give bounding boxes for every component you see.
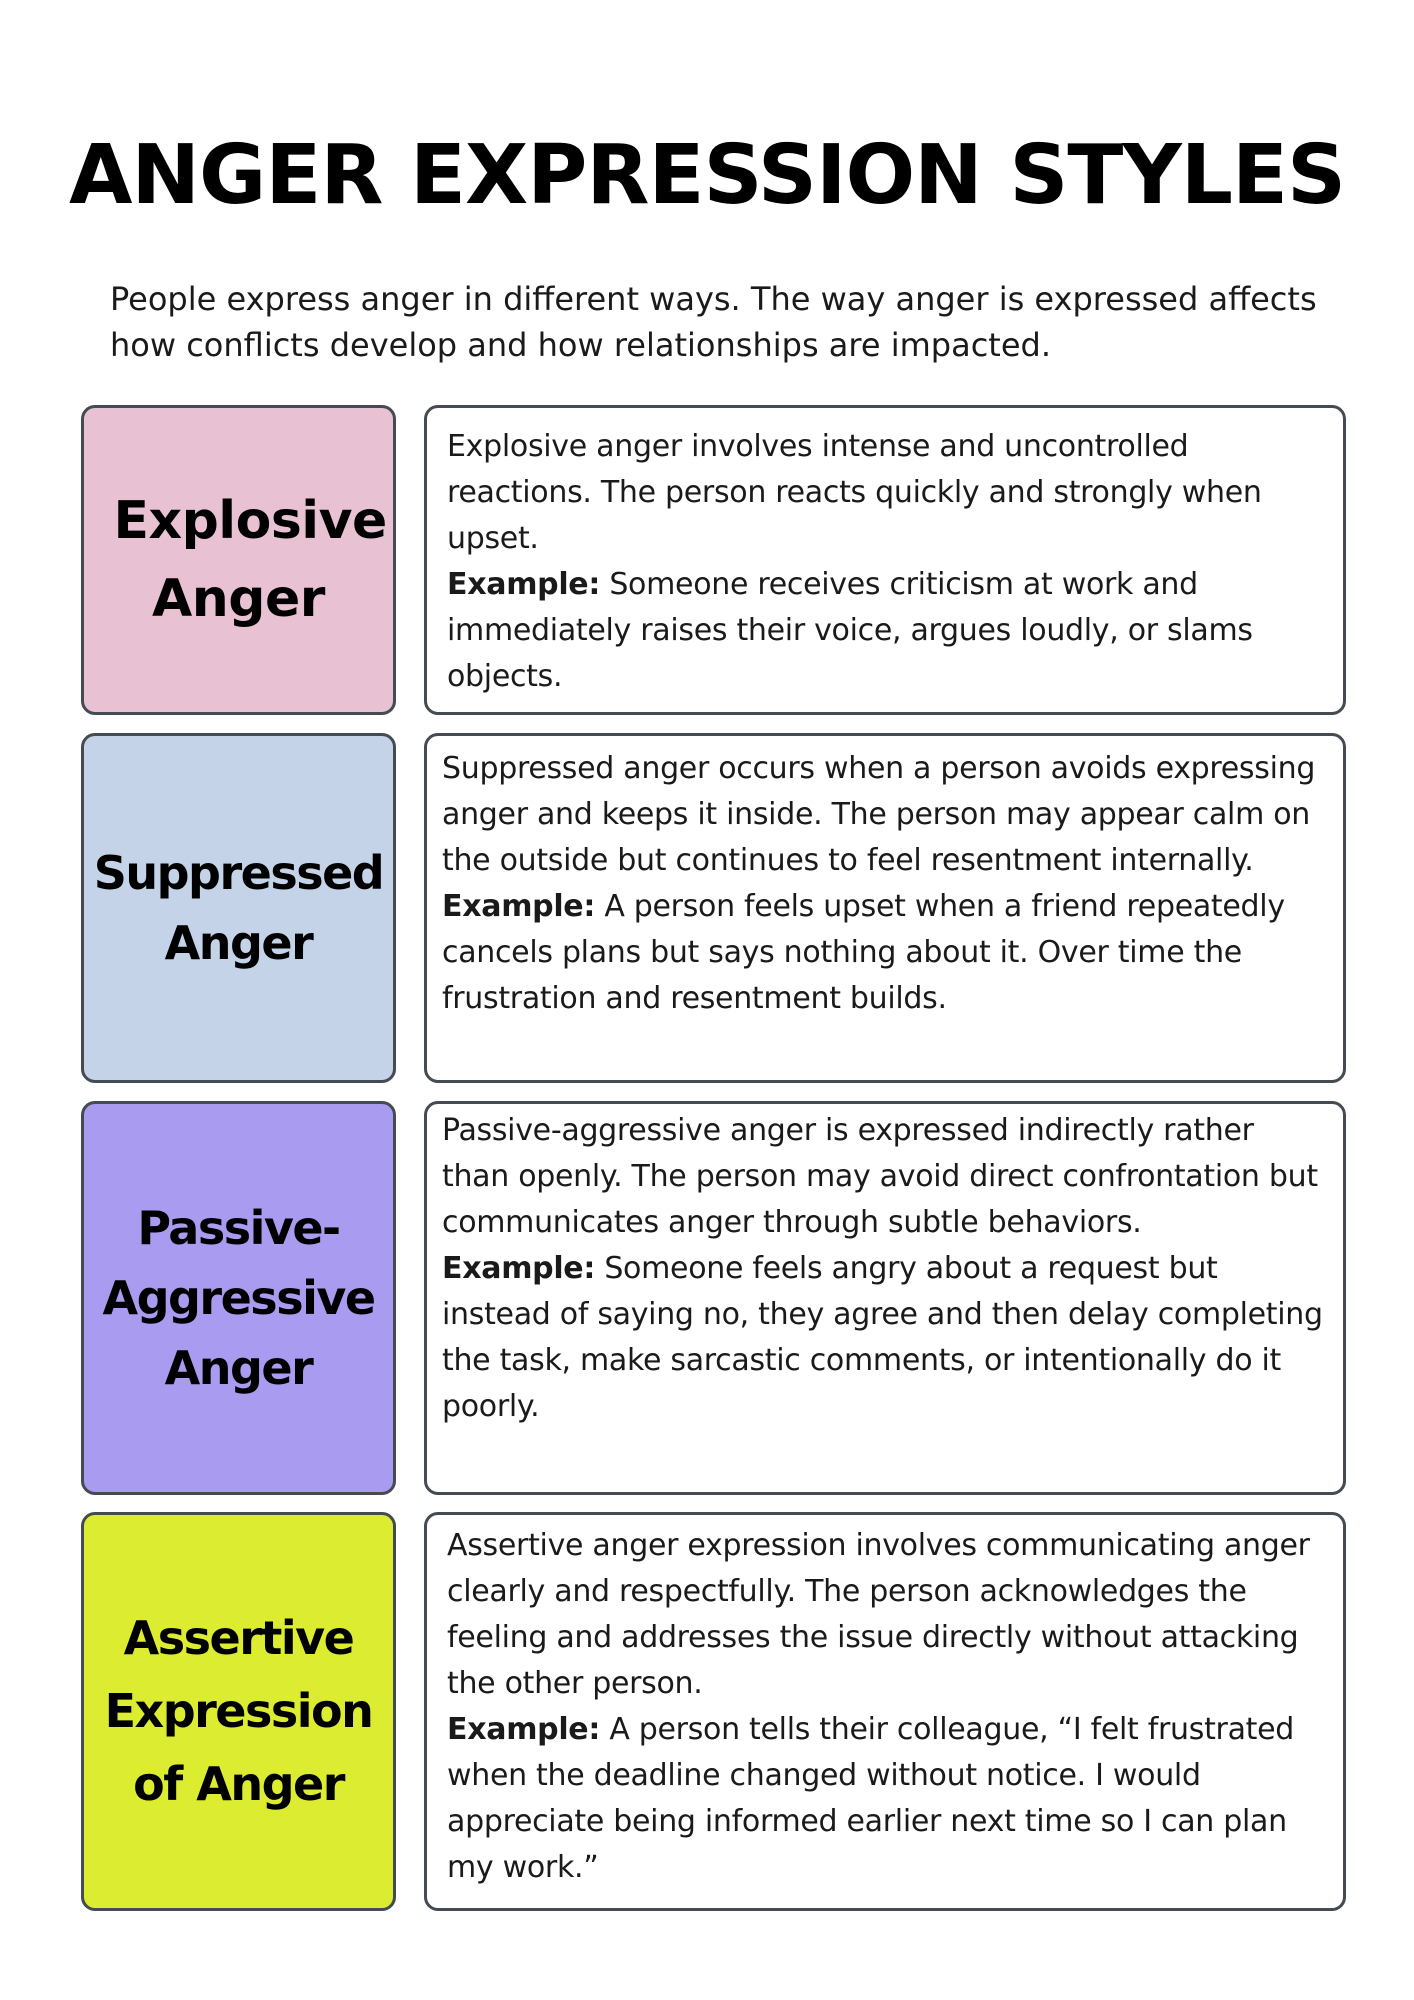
example-label: Example: (442, 1251, 596, 1286)
passive-aggressive-anger-example (442, 1246, 1329, 1430)
example-label: Example: (442, 889, 596, 924)
assertive-anger-description-box (424, 1512, 1346, 1911)
suppressed-anger-description-box (424, 733, 1346, 1083)
assertive-anger-example (447, 1707, 1335, 1891)
passive-aggressive-anger-label: Passive-Aggressive Anger (102, 1201, 375, 1395)
suppressed-anger-label: Suppressed Anger (93, 846, 384, 970)
suppressed-anger-label-box (81, 733, 396, 1083)
example-label: Example: (447, 567, 601, 602)
suppressed-anger-example (442, 884, 1329, 1022)
explosive-anger-description-box (424, 405, 1346, 715)
explosive-anger-label: Explosive Anger (113, 491, 387, 629)
page-title: ANGER EXPRESSION STYLES (68, 128, 1346, 223)
assertive-anger-label: Assertive Expression of Anger (104, 1611, 373, 1811)
passive-aggressive-anger-label-box (81, 1101, 396, 1495)
suppressed-anger-example-text: A person feels upset when a friend repeatedly cancels plans but says nothing about it. Over time the frustration and resentment builds. (442, 889, 1285, 1016)
suppressed-anger-description: Suppressed anger occurs when a person avoids expressing anger and keeps it inside. The person may appear calm on the outside but continues to feel resentment internally. (442, 751, 1316, 878)
assertive-anger-description: Assertive anger expression involves communicating anger clearly and respectfully. The person acknowledges the feeling and addresses the issue directly without attacking the other person. (447, 1528, 1310, 1701)
assertive-anger-example-text: A person tells their colleague, “I felt frustrated when the deadline changed without notice. I would appreciate being informed earlier next time so I can plan my work.” (447, 1712, 1295, 1885)
explosive-anger-example (447, 562, 1329, 700)
explosive-anger-description: Explosive anger involves intense and uncontrolled reactions. The person reacts quickly and strongly when upset. (447, 429, 1262, 556)
explosive-anger-example-text: Someone receives criticism at work and immediately raises their voice, argues loudly, or slams objects. (447, 567, 1253, 694)
example-label: Example: (447, 1712, 601, 1747)
passive-aggressive-anger-example-text: Someone feels angry about a request but instead of saying no, they agree and then delay completing the task, make sarcastic comments, or intentionally do it poorly. (442, 1251, 1323, 1424)
explosive-anger-label-box (81, 405, 396, 715)
assertive-anger-label-box (81, 1512, 396, 1911)
passive-aggressive-anger-description: Passive-aggressive anger is expressed indirectly rather than openly. The person may avoid direct confrontation but communicates anger through subtle behaviors. (442, 1113, 1318, 1240)
intro-paragraph: People express anger in different ways. The way anger is expressed affects how conflicts develop and how relationships are impacted. (110, 280, 1317, 364)
passive-aggressive-anger-description-box (424, 1101, 1346, 1495)
